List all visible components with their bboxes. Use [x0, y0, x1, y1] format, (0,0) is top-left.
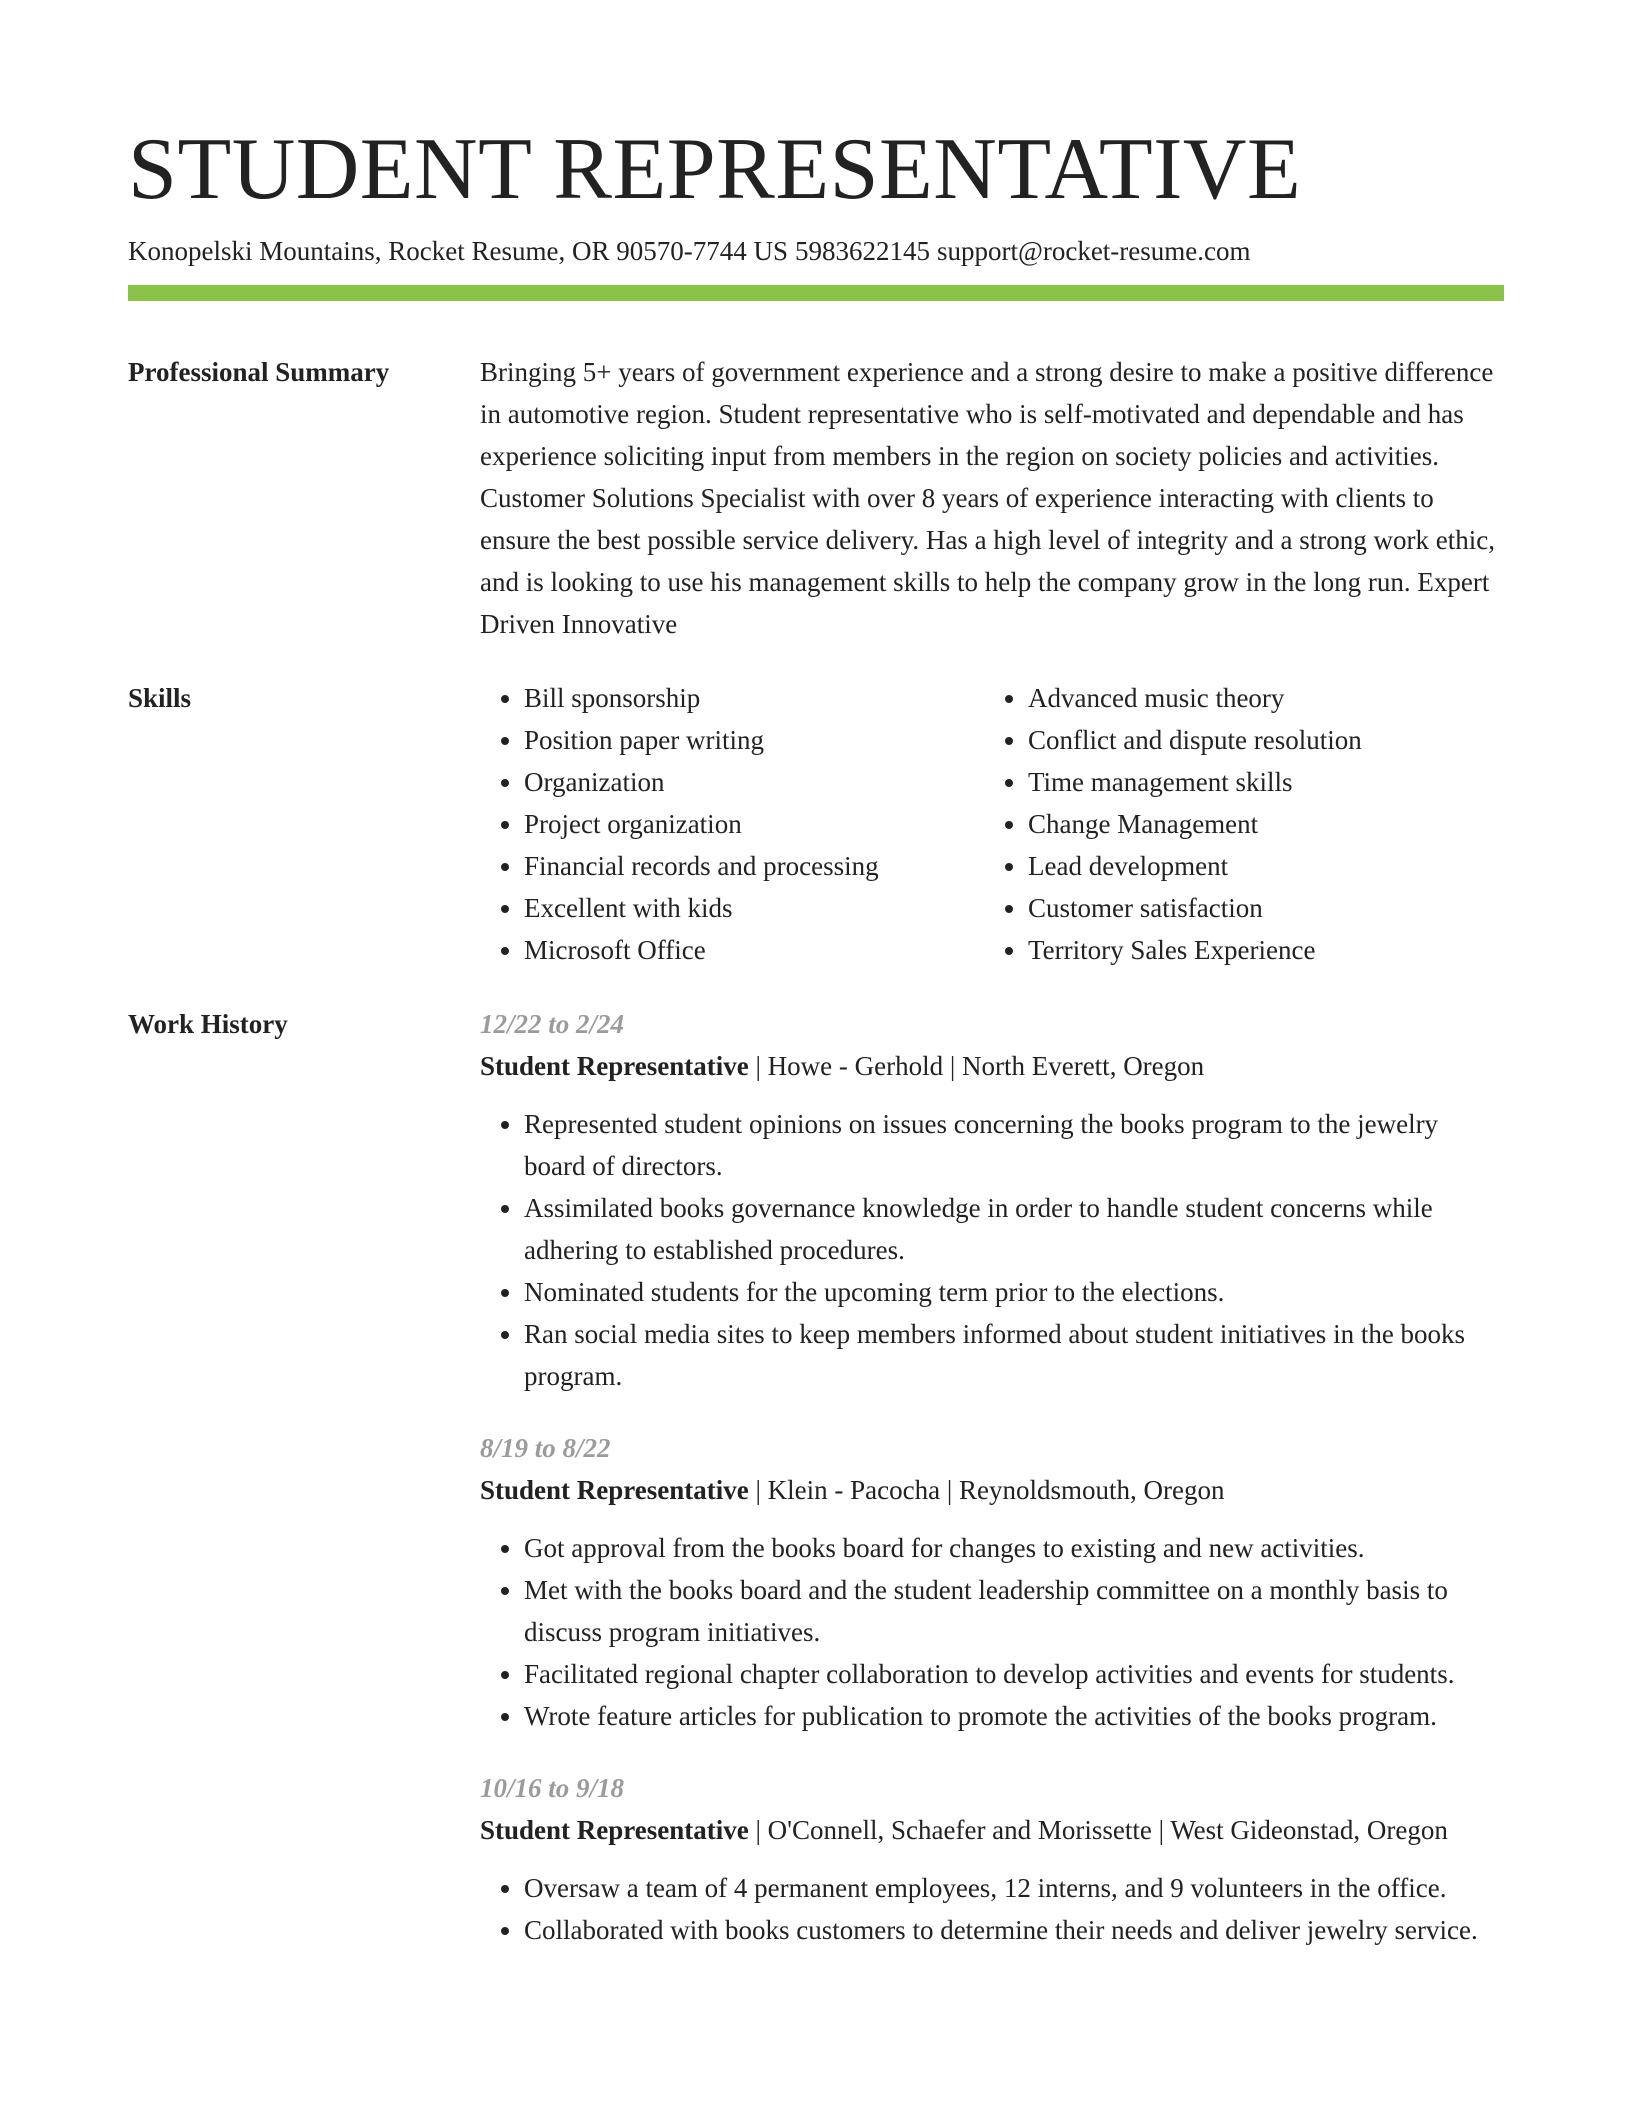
job-entry — [480, 1003, 1504, 1397]
job-bullet: • Got approval from the books board for changes to existing and new activities. — [524, 1527, 1504, 1569]
job-bullet: • Facilitated regional chapter collaboration to develop activities and events for students. — [524, 1653, 1504, 1695]
skill-item: • Microsoft Office — [524, 929, 984, 971]
contact-address: Konopelski Mountains, Rocket Resume, OR 90570-7744 US — [128, 236, 788, 266]
skill-item: • Position paper writing — [524, 719, 984, 761]
skill-item: • Organization — [524, 761, 984, 803]
section-work-history — [128, 1003, 1504, 1981]
header-accent-rule — [128, 285, 1504, 301]
job-bullet: • Nominated students for the upcoming term prior to the elections. — [524, 1271, 1504, 1313]
section-body-work — [480, 1003, 1504, 1981]
job-details: | Klein - Pacocha | Reynoldsmouth, Oregon — [748, 1475, 1225, 1505]
section-body-summary — [480, 351, 1504, 645]
job-bullet: • Represented student opinions on issues concerning the books program to the jewelry board of directors. — [524, 1103, 1504, 1187]
job-bullet: • Collaborated with books customers to determine their needs and deliver jewelry service. — [524, 1909, 1504, 1951]
job-bullet: • Oversaw a team of 4 permanent employees, 12 interns, and 9 volunteers in the office. — [524, 1867, 1504, 1909]
section-label-skills: Skills — [128, 683, 192, 713]
job-title: Student Representative — [480, 1475, 749, 1505]
job-heading — [480, 1469, 1504, 1511]
job-bullet: • Ran social media sites to keep members informed about student initiatives in the books program. — [524, 1313, 1504, 1397]
job-dates: 10/16 to 9/18 — [480, 1773, 625, 1803]
job-title: Student Representative — [480, 1815, 749, 1845]
skills-list-right — [984, 677, 1508, 971]
summary-text: Bringing 5+ years of government experience and a strong desire to make a positive difference in automotive region. Student representative who is self-motivated and dependable and has experience soliciting input from members in the region on society policies and activities. Customer Solutions Specialist with over 8 years of experience interacting with clients to ensure the best possible service delivery. Has a high level of integrity and a strong work ethic, and is looking to use his management skills to help the company grow in the long run. Expert Driven Innovative — [480, 357, 1495, 639]
job-bullet: • Wrote feature articles for publication to promote the activities of the books program. — [524, 1695, 1504, 1737]
skill-item: • Time management skills — [1028, 761, 1508, 803]
skill-item: • Conflict and dispute resolution — [1028, 719, 1508, 761]
section-label-summary: Professional Summary — [128, 357, 390, 387]
job-bullets — [480, 1867, 1504, 1951]
contact-line — [128, 232, 1504, 270]
skills-columns — [480, 677, 1508, 971]
section-label-work: Work History — [128, 1009, 288, 1039]
job-bullets — [480, 1103, 1504, 1397]
job-bullets — [480, 1527, 1504, 1737]
job-heading — [480, 1045, 1504, 1087]
skill-item: • Project organization — [524, 803, 984, 845]
job-details: | O'Connell, Schaefer and Morissette | West Gideonstad, Oregon — [748, 1815, 1448, 1845]
skill-item: • Advanced music theory — [1028, 677, 1508, 719]
skill-item: • Excellent with kids — [524, 887, 984, 929]
section-skills — [128, 677, 1504, 971]
contact-phone: 5983622145 — [794, 236, 930, 266]
job-bullet: • Assimilated books governance knowledge in order to handle student concerns while adhering to established procedures. — [524, 1187, 1504, 1271]
skill-item: • Financial records and processing — [524, 845, 984, 887]
skill-item: • Customer satisfaction — [1028, 887, 1508, 929]
job-title: Student Representative — [480, 1051, 749, 1081]
contact-email: support@rocket-resume.com — [936, 236, 1251, 266]
job-bullet: • Met with the books board and the student leadership committee on a monthly basis to discuss program initiatives. — [524, 1569, 1504, 1653]
skill-item: • Change Management — [1028, 803, 1508, 845]
job-heading — [480, 1809, 1504, 1851]
skill-item: • Lead development — [1028, 845, 1508, 887]
resume-page — [128, 120, 1504, 1981]
section-professional-summary — [128, 351, 1504, 645]
job-details: | Howe - Gerhold | North Everett, Oregon — [748, 1051, 1205, 1081]
skills-list-left — [480, 677, 984, 971]
job-dates: 12/22 to 2/24 — [480, 1009, 625, 1039]
skill-item: • Bill sponsorship — [524, 677, 984, 719]
job-entry — [480, 1767, 1504, 1951]
skill-item: • Territory Sales Experience — [1028, 929, 1508, 971]
job-entry — [480, 1427, 1504, 1737]
job-dates: 8/19 to 8/22 — [480, 1433, 611, 1463]
section-body-skills — [480, 677, 1508, 971]
resume-name: STUDENT REPRESENTATIVE — [128, 121, 1302, 218]
